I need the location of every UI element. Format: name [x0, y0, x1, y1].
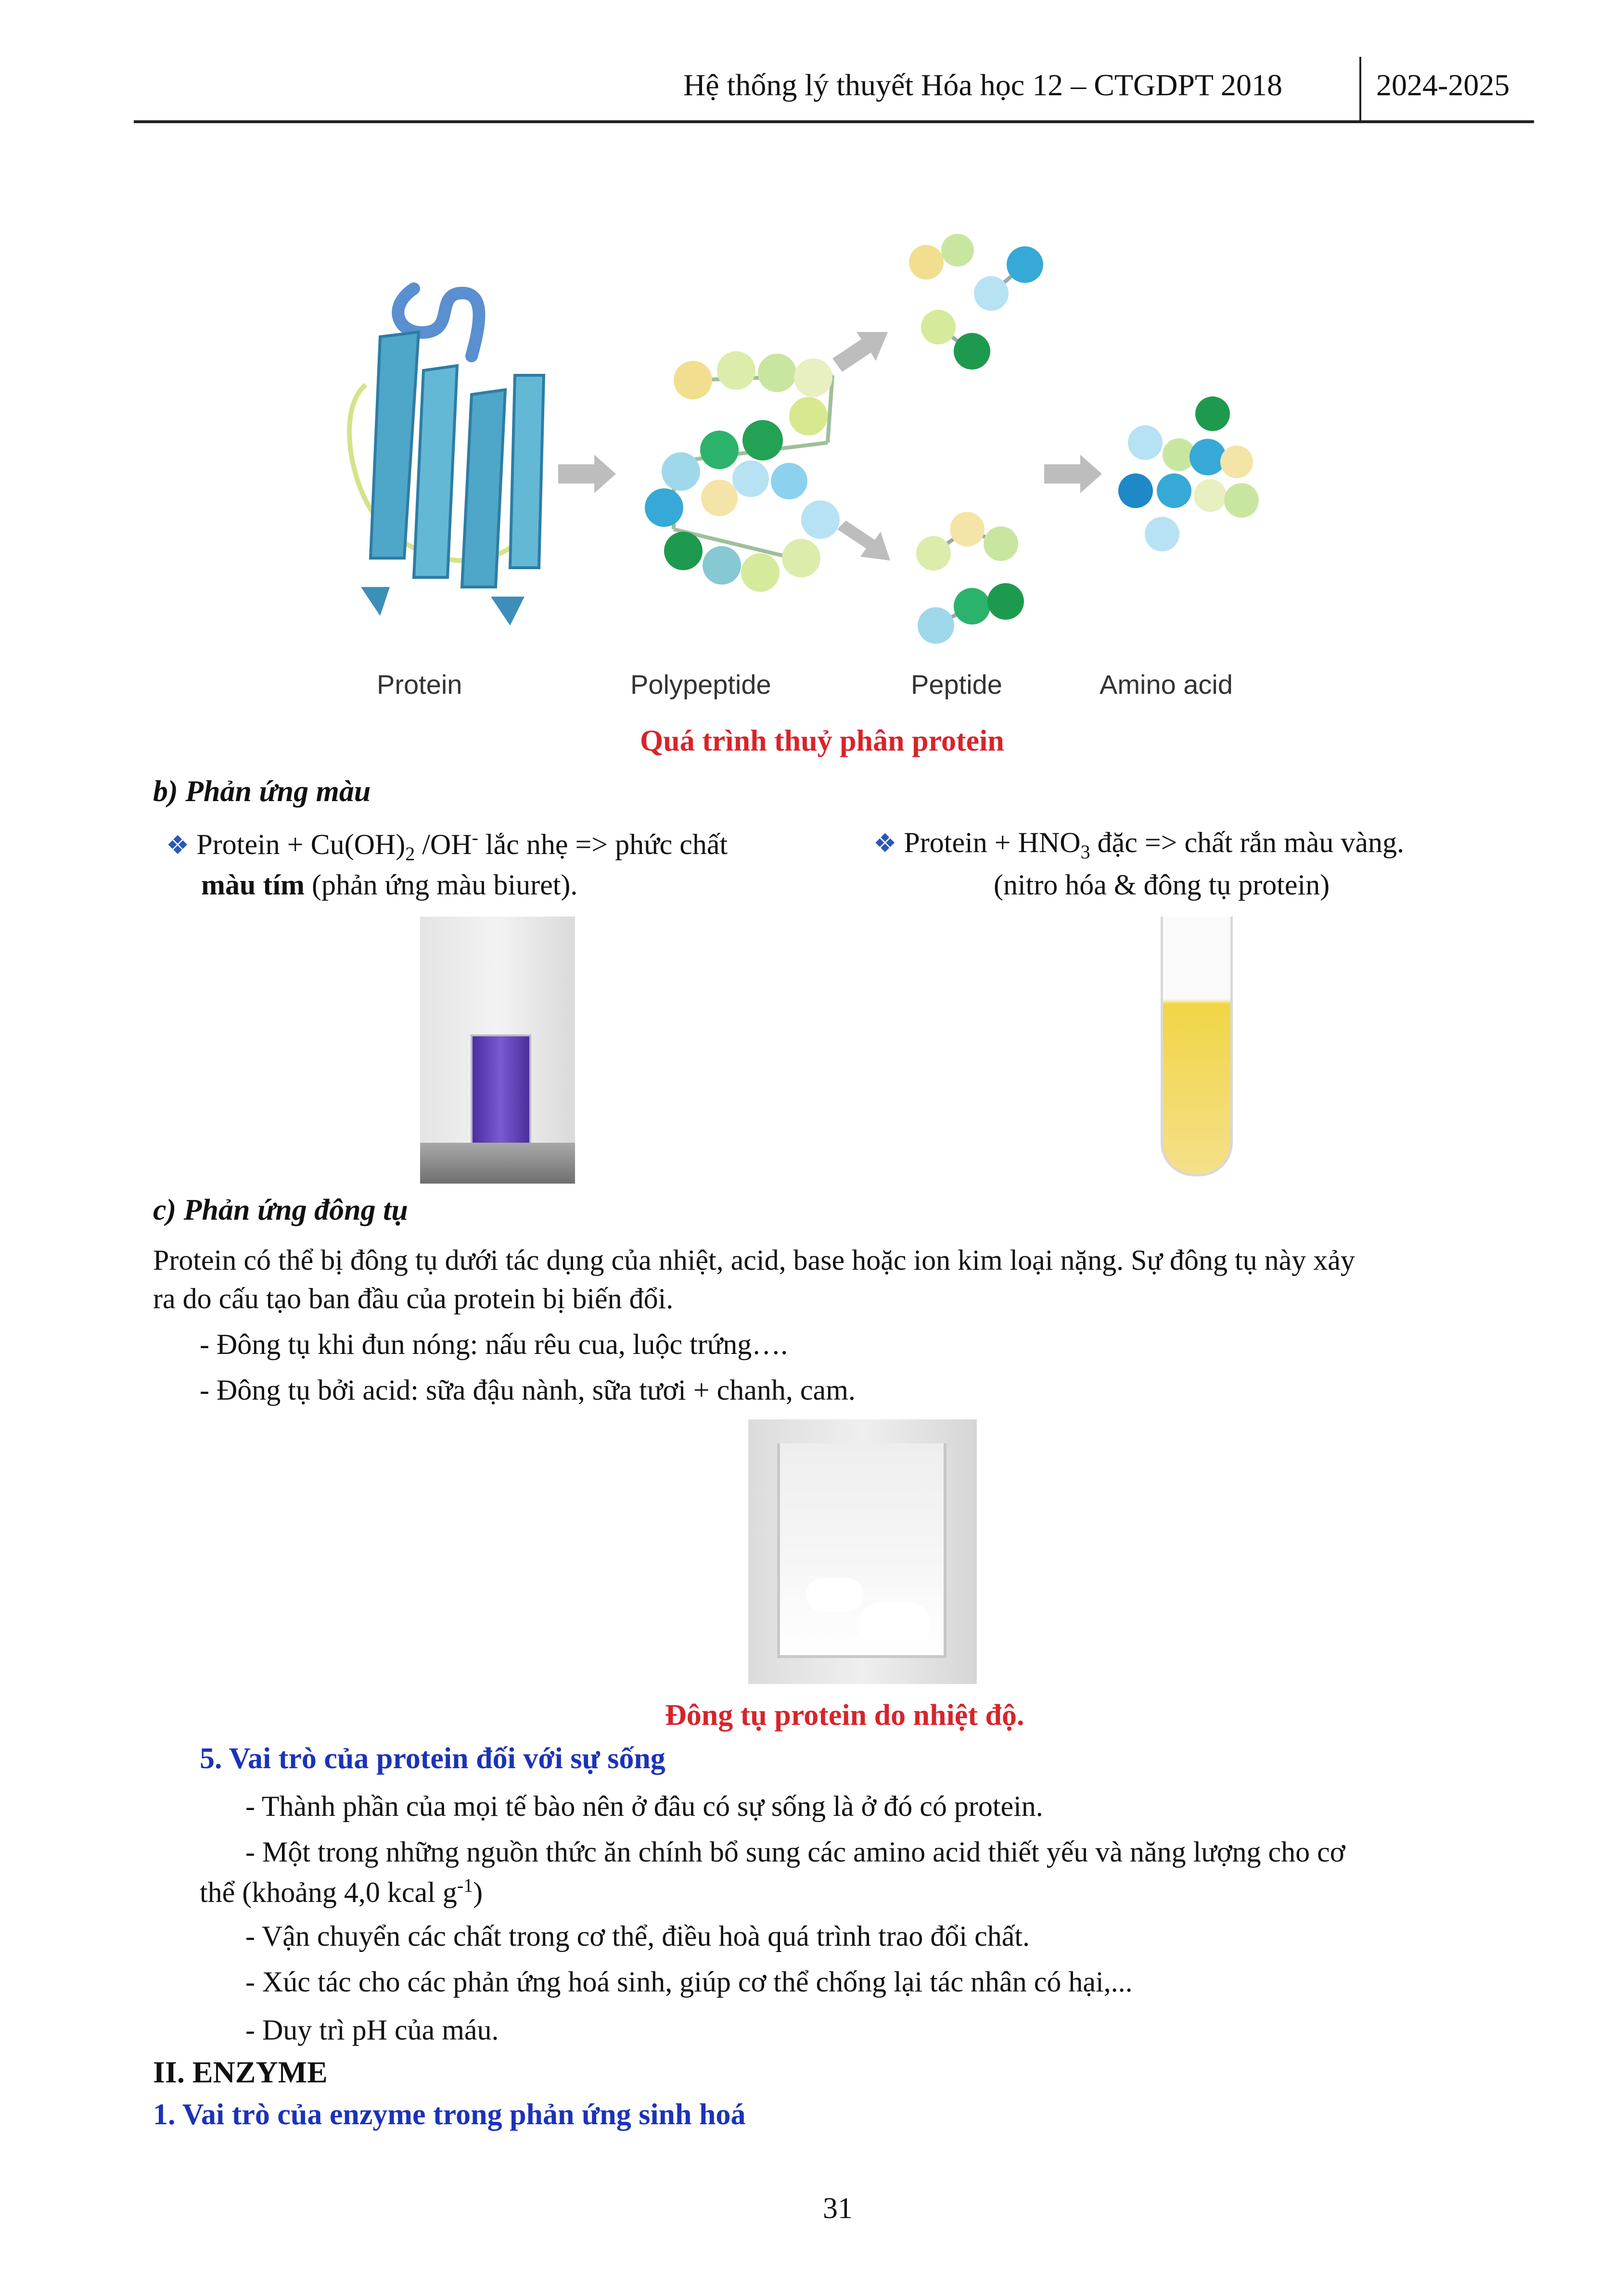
protein-role-item4: - Xúc tác cho các phản ứng hoá sinh, giúp cơ thể chống lại tác nhân có hại,... [245, 1966, 1133, 1998]
protein-role-item2-line1: - Một trong những nguồn thức ăn chính bổ sung các amino acid thiết yếu và năng lượng cho cơ [245, 1836, 1345, 1868]
figure-caption-hydrolysis: Quá trình thuỷ phân protein [640, 725, 1004, 757]
polypeptide-chain-illustration [645, 351, 840, 592]
figure-label-polypeptide: Polypeptide [630, 669, 771, 700]
arrow-icon [558, 455, 616, 493]
page-number: 31 [823, 2192, 853, 2225]
protein-hydrolysis-diagram [327, 212, 1299, 693]
arrow-icon [1044, 455, 1102, 493]
diamond-bullet-icon: ❖ [166, 831, 190, 860]
header-rule [134, 120, 1534, 123]
header-year: 2024-2025 [1376, 68, 1510, 102]
diamond-bullet-icon: ❖ [873, 829, 897, 858]
coagulation-beaker-photo [748, 1419, 977, 1684]
protein-role-item1: - Thành phần của mọi tế bào nên ở đâu có sự sống là ở đó có protein. [245, 1790, 1043, 1822]
protein-role-item2-line2: thể (khoảng 4,0 kcal $g^{-1}$) [200, 1875, 483, 1908]
figure-label-amino-acid: Amino acid [1100, 669, 1233, 700]
color-reaction-nitric-line1: ❖ Protein + $HNO_3$ đặc => chất rắn màu vàng. [873, 827, 1404, 863]
purple-solution [471, 1034, 531, 1159]
header-separator [1359, 57, 1361, 122]
coagulation-item-acid: - Đông tụ bởi acid: sữa đậu nành, sữa tươi + chanh, cam. [200, 1374, 856, 1406]
arrow-icon [837, 521, 890, 561]
amino-acid-cluster [1118, 396, 1259, 551]
peptide-fragments-top [909, 234, 1043, 370]
coagulation-paragraph-line2: ra do cấu tạo ban đầu của protein bị biến đổi. [153, 1283, 674, 1314]
biuret-test-photo [420, 917, 575, 1184]
figure-caption-coagulation: Đông tụ protein do nhiệt độ. [665, 1699, 1024, 1732]
peptide-fragments-bottom [916, 512, 1024, 644]
test-tube-yellow [1161, 917, 1233, 1176]
protein-role-item5: - Duy trì pH của máu. [245, 2014, 499, 2046]
nitric-test-photo [1156, 917, 1235, 1176]
coagulation-item-heat: - Đông tụ khi đun nóng: nấu rêu cua, luộc trứng…. [200, 1328, 788, 1360]
section5-heading: 5. Vai trò của protein đối với sự sống [200, 1742, 665, 1775]
figure-label-protein: Protein [377, 669, 462, 700]
section-II-heading: II. ENZYME [153, 2055, 328, 2089]
section-II-sub1-heading: 1. Vai trò của enzyme trong phản ứng sinh hoá [153, 2098, 746, 2131]
figure-label-peptide: Peptide [911, 669, 1002, 700]
color-reaction-nitric-line2: (nitro hóa & đông tụ protein) [994, 869, 1330, 901]
header-title: Hệ thống lý thuyết Hóa học 12 – CTGDPT 2018 [683, 68, 1282, 102]
section-c-heading: c) Phản ứng đông tụ [153, 1194, 408, 1226]
coagulated-protein [859, 1602, 931, 1645]
color-reaction-biuret-line2: màu tím (phản ứng màu biuret). [201, 869, 578, 901]
tube-stand [420, 1143, 575, 1184]
color-reaction-biuret-line1: ❖ Protein + $Cu(OH)_2$ /OH- lắc nhẹ => phức chất [166, 827, 728, 865]
protein-ribbon-illustration [349, 289, 544, 625]
protein-role-item3: - Vận chuyển các chất trong cơ thể, điều hoà quá trình trao đổi chất. [245, 1920, 1030, 1952]
section-b-heading: b) Phản ứng màu [153, 775, 371, 808]
coagulation-paragraph-line1: Protein có thể bị đông tụ dưới tác dụng của nhiệt, acid, base hoặc ion kim loại nặng. Sự đông tụ này xảy [153, 1244, 1355, 1276]
arrow-icon [832, 332, 888, 372]
coagulated-protein [806, 1578, 864, 1612]
